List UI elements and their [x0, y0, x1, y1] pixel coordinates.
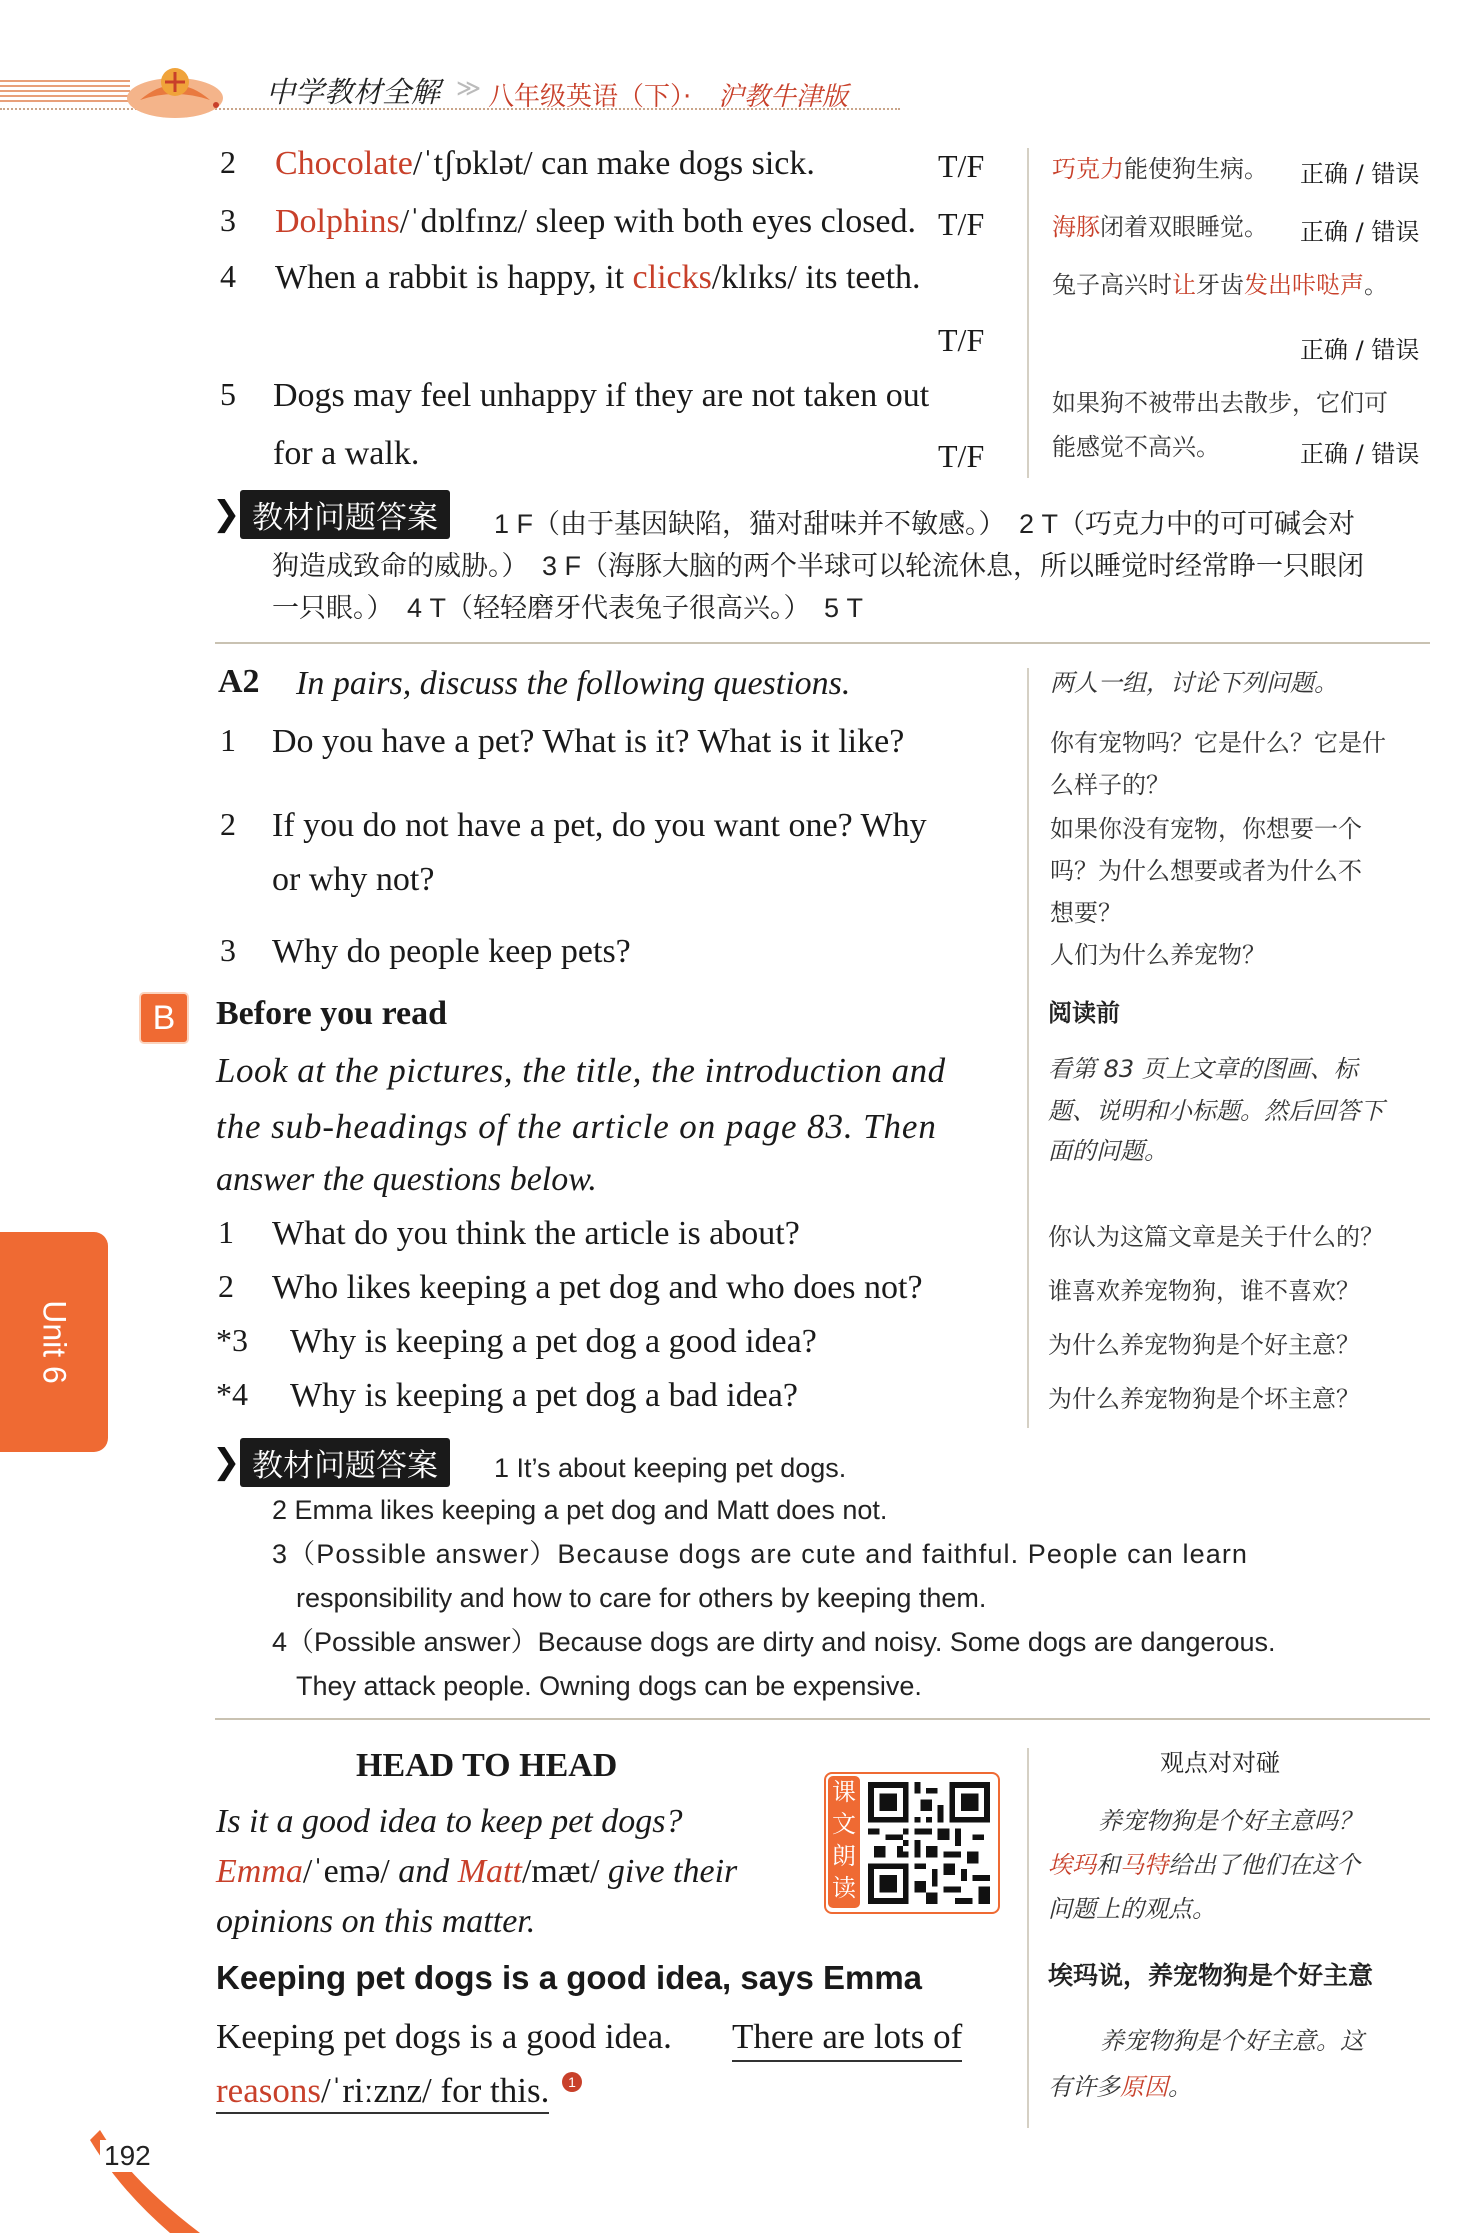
question-text: Why do people keep pets? — [272, 933, 631, 970]
qr-label: 课文朗读 — [828, 1776, 860, 1908]
header-grade: 八年级英语（下）· — [488, 82, 692, 112]
answer-line: 一只眼。） 4 T（轻轻磨牙代表兔子很高兴。） 5 T — [272, 593, 864, 623]
book-logo-icon — [120, 60, 230, 120]
answer-line: 3（Possible answer）Because dogs are cute and faithful. People can learn — [272, 1539, 1249, 1569]
column-divider — [1027, 148, 1029, 478]
question-text: Do you have a pet? What is it? What is it like? — [272, 723, 905, 760]
section-b-badge: B — [139, 992, 189, 1044]
header-edition: 沪教牛津版 — [718, 82, 849, 112]
section-divider — [215, 1718, 1430, 1720]
audio-qr-block[interactable] — [824, 1772, 1000, 1914]
question-text: Why is keeping a pet dog a bad idea? — [290, 1377, 798, 1414]
article-heading: Keeping pet dogs is a good idea, says Emma — [216, 1959, 923, 1996]
tf-choice[interactable]: T/F — [938, 438, 985, 474]
chevron-right-icon: ❯ — [212, 1442, 241, 1482]
cn-tf-choice: 正确 / 错误 — [1300, 440, 1420, 468]
question-text: If you do not have a pet, do you want one? Why — [272, 807, 927, 844]
page-number: 192 — [100, 2140, 155, 2172]
cn-tf-choice: 正确 / 错误 — [1300, 218, 1420, 246]
column-divider — [1027, 668, 1029, 1428]
question-text: Why is keeping a pet dog a good idea? — [290, 1323, 817, 1360]
question-text: or why not? — [272, 861, 435, 898]
tf-choice[interactable]: T/F — [938, 148, 985, 184]
answer-line: responsibility and how to care for others by keeping them. — [296, 1583, 987, 1613]
answer-badge: 教材问题答案 — [240, 1438, 450, 1487]
question-text: What do you think the article is about? — [272, 1215, 800, 1252]
name-emma: Emma — [216, 1853, 303, 1890]
question-text: Who likes keeping a pet dog and who does not? — [272, 1269, 923, 1306]
page-corner-decoration — [70, 2120, 210, 2233]
answer-badge: 教材问题答案 — [240, 490, 450, 539]
name-matt: Matt — [457, 1853, 522, 1890]
exercise-instruction: In pairs, discuss the following questions. — [296, 665, 851, 702]
answer-line: 4（Possible answer）Because dogs are dirty and noisy. Some dogs are dangerous. — [272, 1627, 1276, 1657]
body-text: Keeping pet dogs is a good idea. — [216, 2017, 672, 2056]
answer-line: 1 F（由于基因缺陷，猫对甜味并不敏感。） 2 T（巧克力中的可可碱会对 — [494, 509, 1356, 539]
keyword: clicks — [632, 259, 712, 296]
section-divider — [215, 642, 1430, 644]
underlined-text: There are lots of — [732, 2016, 962, 2062]
tf-choice[interactable]: T/F — [938, 206, 985, 242]
answer-line: They attack people. Owning dogs can be expensive. — [296, 1671, 922, 1701]
header-book-title: 中学教材全解 — [266, 75, 441, 109]
unit-side-tab: Unit 6 — [0, 1232, 108, 1452]
article-title: HEAD TO HEAD — [356, 1747, 618, 1784]
tf-choice[interactable]: T/F — [938, 322, 985, 358]
keyword: reasons — [216, 2071, 321, 2114]
note-marker[interactable]: 1 — [562, 2072, 582, 2092]
section-title: Before you read — [216, 995, 448, 1032]
keyword: Dolphins — [275, 203, 400, 240]
answer-line: 1 It’s about keeping pet dogs. — [494, 1453, 847, 1483]
cn-tf-choice: 正确 / 错误 — [1300, 336, 1420, 364]
answer-line: 2 Emma likes keeping a pet dog and Matt does not. — [272, 1495, 888, 1525]
header-stripe — [0, 78, 130, 102]
keyword: Chocolate — [275, 145, 413, 182]
header-separator: ≫ — [456, 74, 482, 102]
qr-code-icon — [868, 1782, 990, 1904]
exercise-label: A2 — [218, 663, 260, 700]
column-divider — [1027, 1748, 1029, 2128]
chevron-right-icon: ❯ — [212, 494, 241, 534]
answer-line: 狗造成致命的威胁。） 3 F（海豚大脑的两个半球可以轮流休息，所以睡觉时经常睁一只眼闭 — [272, 551, 1365, 581]
cn-tf-choice: 正确 / 错误 — [1300, 160, 1420, 188]
